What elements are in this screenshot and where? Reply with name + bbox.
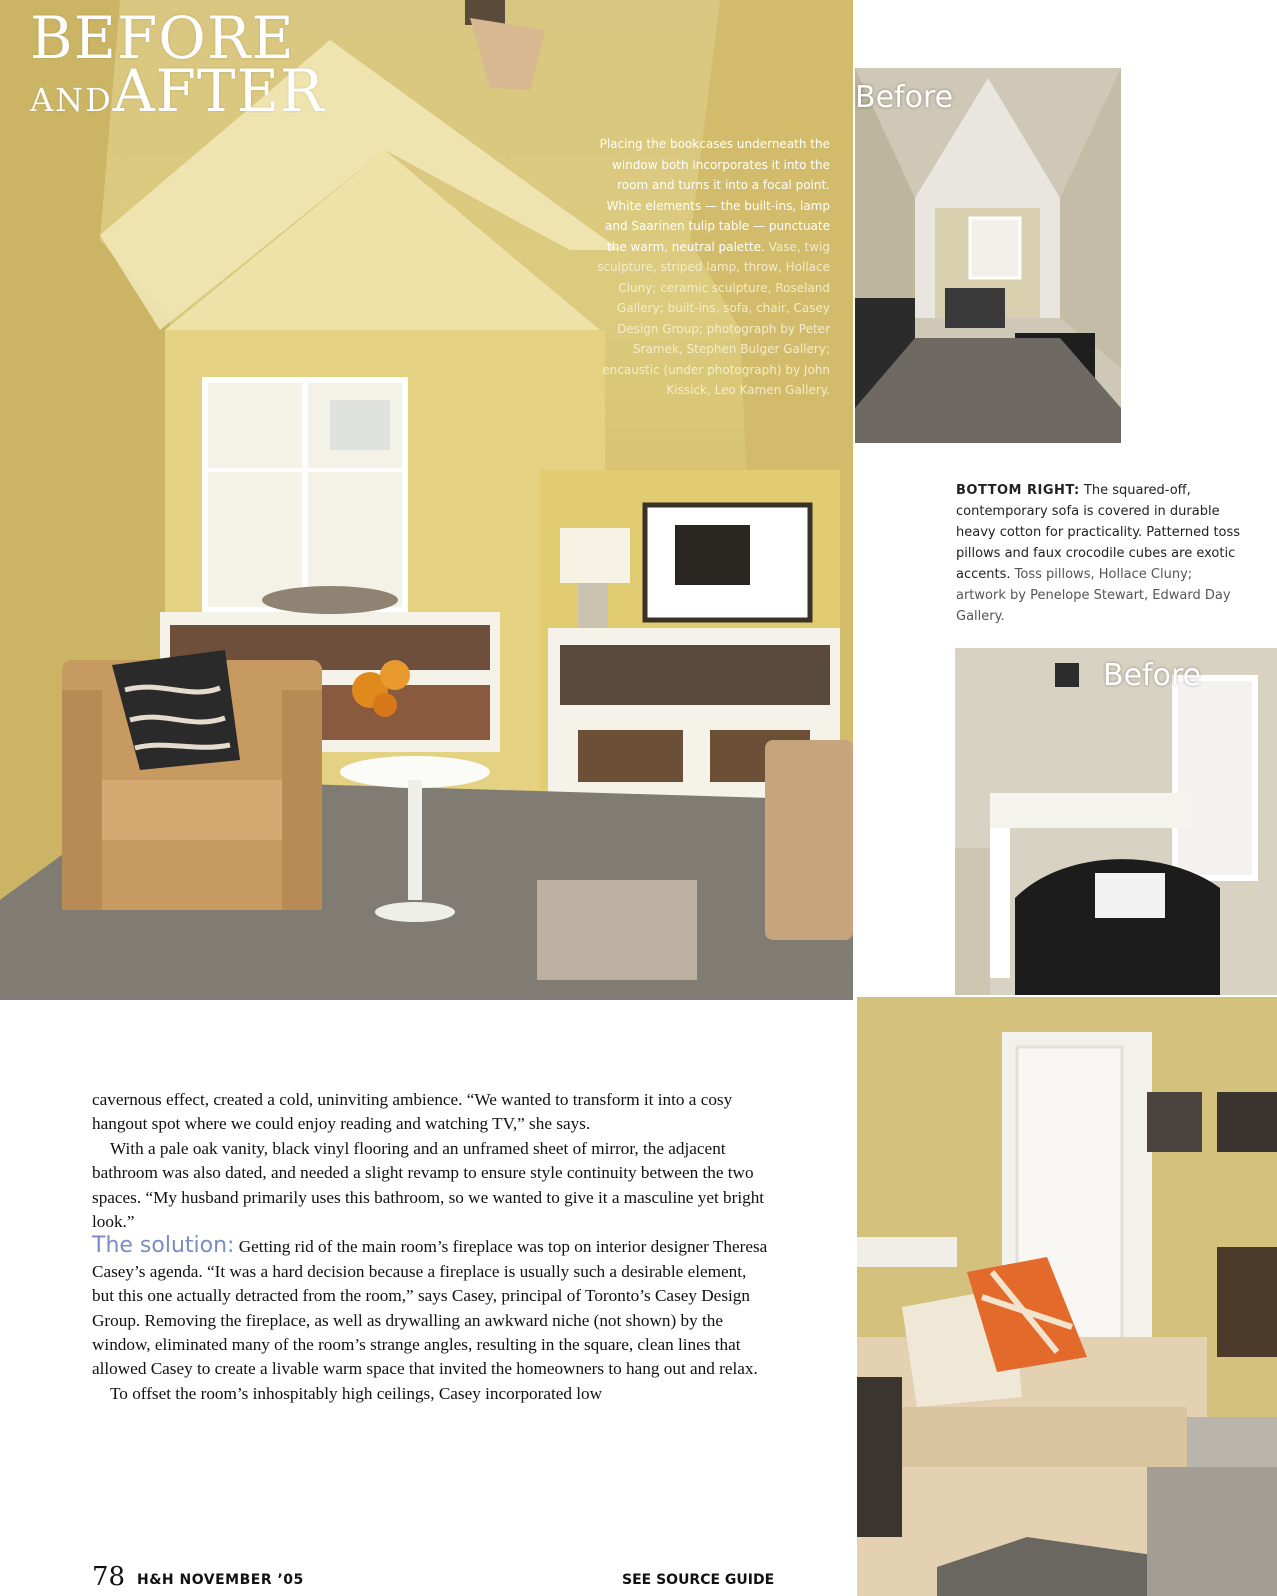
headline-line-1: BEFORE (30, 4, 295, 72)
caption-line: Placing the bookcases underneath the (599, 137, 830, 151)
before-photo-stairwell (955, 648, 1277, 995)
headline-after: AFTER (112, 57, 325, 126)
sofa-after-illustration (857, 997, 1277, 1596)
article-body (92, 1088, 772, 1406)
before-label: Before (1103, 658, 1202, 693)
caption-text: the warm, neutral palette. (607, 239, 765, 254)
headline-line-2 (30, 57, 325, 126)
caption-line: and Saarinen tulip table — punctuate (605, 219, 830, 233)
article-paragraph-3-text: Getting rid of the main room’s fireplace was top on interior designer Theresa Casey’s agenda. “It was a hard decision because a fireplace is usually such a desirable element, but this one actually detracted from the room,” says Casey, principal of Toronto’s Casey Design Group. Removing the fireplace, as well as drywalling an awkward niche (not shown) by the window, eliminated many of the room’s strange angles, resulting in the square, clean lines that allowed Casey to create a livable warm space that invited the homeowners to hang out and relax. (92, 1237, 768, 1379)
hero-photo-caption (560, 134, 830, 401)
side-caption-lead: BOTTOM RIGHT: (956, 483, 1080, 498)
article-paragraph-3 (92, 1234, 772, 1381)
page-number: 78 (92, 1562, 126, 1592)
hero-photo (0, 0, 853, 1000)
article-paragraph-2: With a pale oak vanity, black vinyl flooring and an unframed sheet of mirror, the adjacent bathroom was also dated, and needed a slight revamp to ensure style continuity between the two spaces. “My husband primarily uses this bathroom, so we wanted to give it a masculine yet bright look.” (92, 1138, 765, 1232)
article-paragraph-1: cavernous effect, created a cold, uninviting ambience. “We wanted to transform it into a cosy hangout spot where we could enjoy reading and watching TV,” she says. (92, 1090, 733, 1134)
side-caption (956, 480, 1246, 627)
after-photo-sofa (857, 997, 1277, 1596)
stairwell-before-illustration (955, 648, 1277, 995)
caption-line: room and turns it into a focal point. (617, 178, 830, 192)
caption-credit-line: Gallery; built-ins, sofa, chair, Casey (616, 301, 830, 315)
article-paragraph-4: To offset the room’s inhospitably high ceilings, Casey incorporated low (110, 1383, 603, 1403)
caption-credit-line: Design Group; photograph by Peter (617, 321, 830, 336)
attic-before-illustration (855, 68, 1121, 443)
caption-credit-line: Sramek, Stephen Bulger Gallery; (633, 342, 830, 356)
subhead-the-solution: The solution: (92, 1233, 235, 1259)
caption-credit: Vase, twig (768, 239, 830, 254)
before-label: Before (855, 80, 954, 115)
caption-line: window both incorporates it into the (612, 157, 830, 172)
source-guide-note: SEE SOURCE GUIDE (622, 1572, 775, 1588)
caption-line: White elements — the built-ins, lamp (606, 198, 830, 213)
caption-credit-line: Kissick, Leo Kamen Gallery. (666, 383, 830, 397)
side-caption-text: The squared-off, contemporary sofa is covered in durable heavy cotton for practicality. Patterned toss pillows and faux crocodile cubes are exotic accents. (956, 483, 1241, 582)
caption-line-mixed (560, 237, 830, 258)
publication-info: H&H NOVEMBER ’05 (137, 1572, 304, 1588)
before-photo-attic (855, 68, 1121, 443)
headline (30, 4, 325, 126)
caption-credit-line: Cluny; ceramic sculpture, Roseland (618, 280, 830, 295)
headline-and: AND (30, 81, 113, 120)
caption-credit-line: encaustic (under photograph) by John (602, 362, 830, 377)
side-caption-credit: Toss pillows, Hollace Cluny; artwork by Penelope Stewart, Edward Day Gallery. (956, 567, 1231, 624)
caption-credit-line: sculpture, striped lamp, throw, Hollace (597, 260, 830, 274)
